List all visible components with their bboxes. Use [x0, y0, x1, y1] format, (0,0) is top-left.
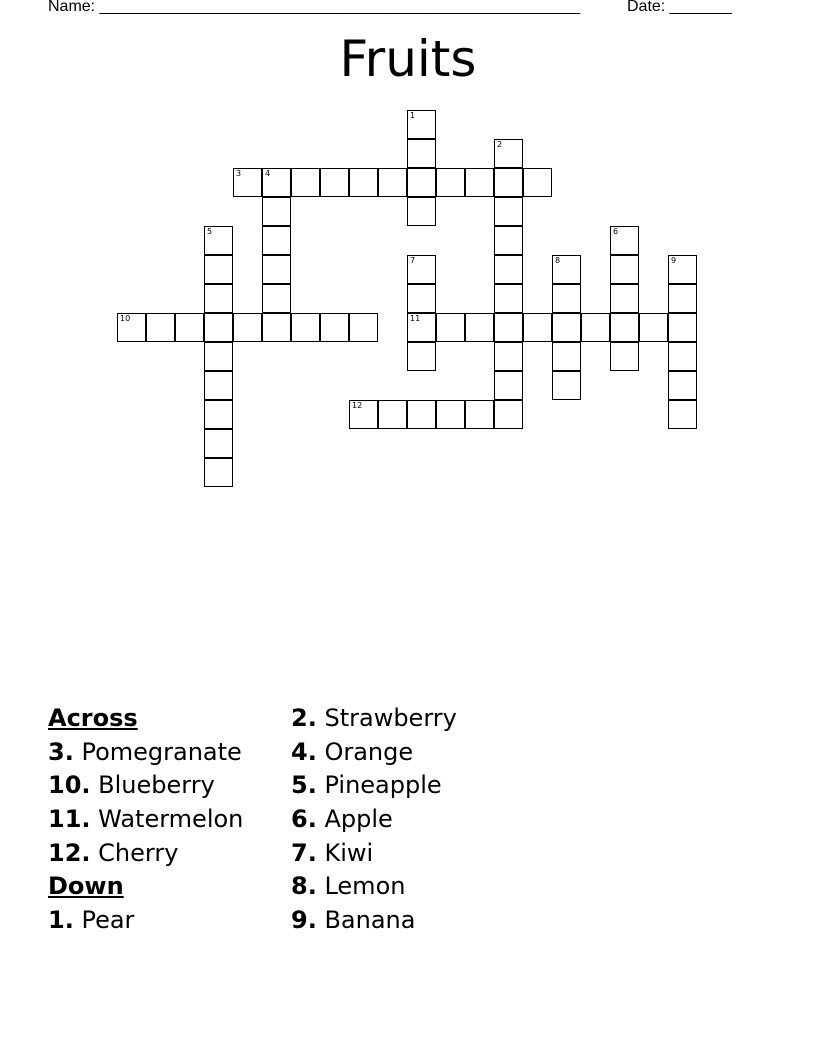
clue-number: 11. — [48, 805, 91, 834]
grid-cell — [233, 168, 262, 197]
grid-cell — [552, 371, 581, 400]
grid-cell — [262, 168, 291, 197]
cell-number: 11 — [410, 314, 421, 323]
clue-column-left — [48, 703, 243, 939]
clue-text: Pineapple — [324, 771, 442, 800]
grid-cell — [552, 284, 581, 313]
grid-cell — [610, 342, 639, 371]
grid-cell — [349, 400, 378, 429]
grid-cell — [204, 429, 233, 458]
clue-down-2 — [291, 703, 457, 737]
grid-cell — [204, 313, 233, 342]
grid-cell — [204, 458, 233, 487]
grid-cell — [204, 342, 233, 371]
clue-text: Kiwi — [324, 838, 374, 867]
grid-cell — [639, 313, 668, 342]
grid-cell — [552, 255, 581, 284]
grid-cell — [320, 168, 349, 197]
clue-column-right — [291, 703, 457, 939]
clue-across-12 — [48, 838, 243, 872]
clue-text: Orange — [324, 737, 414, 766]
grid-cell — [610, 255, 639, 284]
clue-number: 2. — [291, 704, 317, 732]
clue-text: Blueberry — [98, 771, 215, 800]
clue-down-7 — [291, 838, 457, 872]
grid-cell — [233, 313, 262, 342]
clue-text: Banana — [324, 906, 416, 935]
cell-number: 9 — [671, 256, 677, 265]
cell-number: 2 — [497, 140, 503, 149]
grid-cell — [407, 110, 436, 139]
grid-cell — [262, 284, 291, 313]
grid-cell — [523, 313, 552, 342]
grid-cell — [494, 342, 523, 371]
clue-number: 9. — [291, 906, 317, 935]
grid-cell — [407, 342, 436, 371]
grid-cell — [436, 168, 465, 197]
clue-number: 3. — [48, 737, 74, 766]
across-heading: Across — [48, 704, 138, 732]
clue-number: 12. — [48, 838, 91, 867]
grid-cell — [407, 284, 436, 313]
grid-cell — [291, 313, 320, 342]
grid-cell — [262, 226, 291, 255]
grid-cell — [494, 255, 523, 284]
grid-cell — [204, 284, 233, 313]
clue-text: Apple — [324, 805, 393, 834]
cell-number: 3 — [236, 169, 242, 178]
grid-cell — [494, 313, 523, 342]
grid-cell — [668, 371, 697, 400]
grid-cell — [668, 400, 697, 429]
grid-cell — [291, 168, 320, 197]
grid-cell — [436, 313, 465, 342]
clue-across-3 — [48, 737, 243, 771]
grid-cell — [494, 371, 523, 400]
grid-cell — [494, 284, 523, 313]
clue-text: Pomegranate — [81, 737, 242, 766]
cell-number: 5 — [207, 227, 213, 236]
clue-text: Lemon — [324, 872, 406, 901]
grid-cell — [262, 197, 291, 226]
clue-across-11 — [48, 804, 243, 838]
grid-cell — [465, 313, 494, 342]
cell-number: 7 — [410, 256, 416, 265]
grid-cell — [349, 313, 378, 342]
clue-number: 1. — [48, 906, 74, 935]
grid-cell — [407, 197, 436, 226]
puzzle-title: Fruits — [339, 30, 477, 88]
grid-cell — [378, 400, 407, 429]
cell-number: 10 — [120, 314, 131, 323]
clue-down-5 — [291, 770, 457, 804]
grid-cell — [494, 139, 523, 168]
clue-number: 8. — [291, 872, 317, 901]
grid-cell — [407, 400, 436, 429]
grid-cell — [407, 255, 436, 284]
grid-cell — [668, 313, 697, 342]
clue-number: 10. — [48, 771, 91, 800]
grid-cell — [610, 313, 639, 342]
clue-text: Strawberry — [324, 704, 457, 732]
grid-cell — [668, 284, 697, 313]
clue-down-1 — [48, 905, 243, 939]
grid-cell — [407, 168, 436, 197]
grid-cell — [349, 168, 378, 197]
grid-cell — [378, 168, 407, 197]
grid-cell — [581, 313, 610, 342]
grid-cell — [668, 342, 697, 371]
grid-cell — [552, 342, 581, 371]
clue-text: Pear — [81, 906, 135, 935]
clue-number: 6. — [291, 805, 317, 834]
grid-cell — [494, 168, 523, 197]
clue-number: 5. — [291, 771, 317, 800]
date-field-label: Date: _______ — [627, 0, 732, 15]
clue-down-4 — [291, 737, 457, 771]
grid-cell — [552, 313, 581, 342]
grid-cell — [610, 226, 639, 255]
crossword-grid — [0, 0, 816, 500]
grid-cell — [523, 168, 552, 197]
grid-cell — [117, 313, 146, 342]
grid-cell — [204, 255, 233, 284]
grid-cell — [175, 313, 204, 342]
grid-cell — [436, 400, 465, 429]
clue-across-10 — [48, 770, 243, 804]
grid-cell — [262, 255, 291, 284]
grid-cell — [204, 226, 233, 255]
grid-cell — [320, 313, 349, 342]
cell-number: 12 — [352, 401, 363, 410]
grid-cell — [494, 197, 523, 226]
cell-number: 1 — [410, 111, 416, 120]
grid-cell — [204, 371, 233, 400]
grid-cell — [668, 255, 697, 284]
grid-cell — [407, 313, 436, 342]
grid-cell — [610, 284, 639, 313]
name-field-label: Name: ______________________________________________________ — [48, 0, 581, 15]
grid-cell — [146, 313, 175, 342]
grid-cell — [465, 168, 494, 197]
clue-down-6 — [291, 804, 457, 838]
clue-down-8 — [291, 871, 457, 905]
clue-number: 7. — [291, 838, 317, 867]
clue-text: Watermelon — [98, 805, 244, 834]
clue-number: 4. — [291, 737, 317, 766]
grid-cell — [262, 313, 291, 342]
grid-cell — [204, 400, 233, 429]
cell-number: 4 — [265, 169, 271, 178]
grid-cell — [407, 139, 436, 168]
grid-cell — [494, 226, 523, 255]
grid-cell — [494, 400, 523, 429]
grid-cell — [465, 400, 494, 429]
clue-text: Cherry — [98, 838, 179, 867]
cell-number: 6 — [613, 227, 619, 236]
clue-down-9 — [291, 905, 457, 939]
down-heading: Down — [48, 872, 124, 901]
cell-number: 8 — [555, 256, 561, 265]
